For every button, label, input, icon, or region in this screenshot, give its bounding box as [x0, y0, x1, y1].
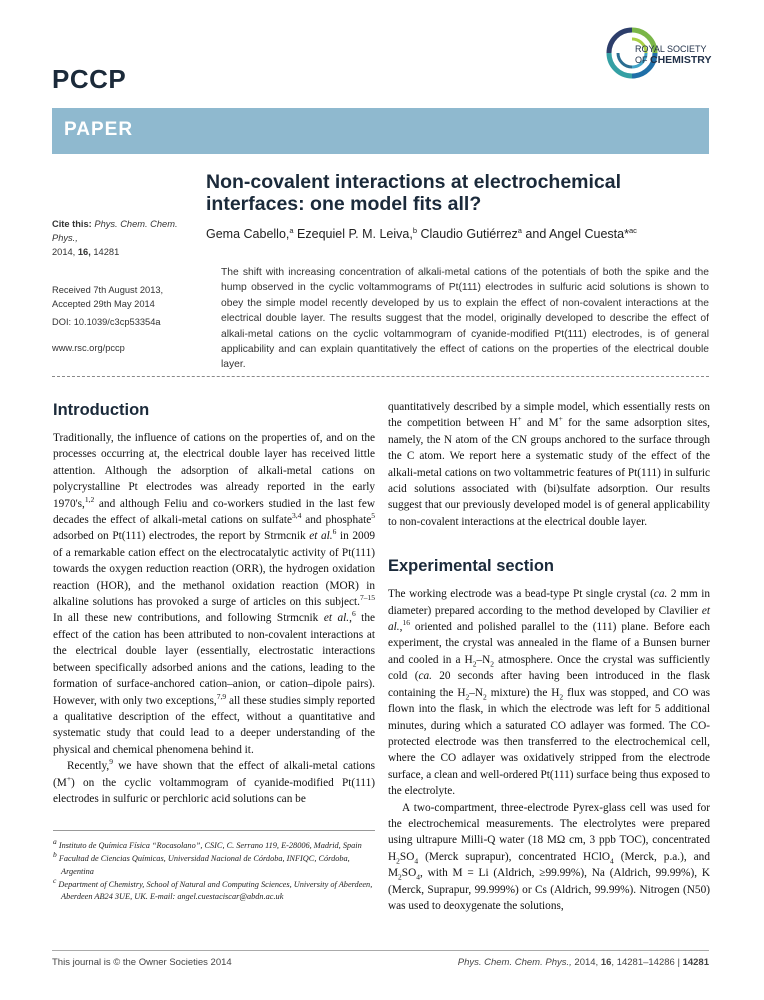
abstract: The shift with increasing concentration of alkali-metal cations of the potentials of both the spike and the hump observed in the cyclic voltammograms of Pt(111) electrodes in sulfuric acid solutions is shown to obey the simple model recently developed by us to explain the effect of non-covalent interactions at the electrical double layer. The results suggest that the model, originally developed to describe the effect of alkali-metal cations on the cyclic voltammogram of cyanide-modified Pt(111) electrodes, is of general applicability and can explain quantitatively the effect of cations on the properties of the electrical double layer. [221, 267, 709, 371]
intro-continuation: quantitatively described by a simple model, which essentially rests on the competition between H+ and M+ for the same adsorption sites, namely, the N atom of the CN groups anchored to the surface through the C atom. We report here a systematic study of the effect of the alkali-metal cations on two voltammetric features of Pt(111) in sulfuric acid solutions associated with (bi)sulfate adsorption. Our results suggest that our previously developed model is of general applicability to non-covalent interactions at the electrical double layer. [388, 401, 710, 528]
header-divider [52, 376, 709, 377]
cite-year: 2014, [52, 247, 76, 257]
experimental-heading: Experimental section [388, 557, 554, 576]
copyright-footer: This journal is © the Owner Societies 2014 [52, 957, 232, 968]
intro-paragraph-1: Traditionally, the influence of cations on the properties of, and on the processes occurring at, the electrical double layer has received little attention. Although the adsorption of alkali-metal cations on polycrystalline Pt electrodes was already reported in the early 1970's,$^{1,2}$ and although Feliu and co-workers studied in the last few decades the effect of alkali-metal cations on sulfate$^{3,4}$ and phosphate$^5$ adsorbed on Pt(111) electrodes, the report by Strmcnik et al.$^6$ in 2009 of a remarkable cation effect on the electrocatalytic activity of Pt(111) towards the oxygen reduction reaction (ORR), the hydrogen oxidation reaction (HOR), and the methanol oxidation reaction (MOR) in alkaline solutions has provoked a surge of articles on this subject.$^{7-15}$ In all these new contributions, and following Strmcnik et al.,$^6$ the effect of the cation has been attributed to non-covalent interactions at the electrical double layer (essentially, electrostatic interactions between specifically adsorbed anions and the cations, leading to the formation of surface-anchored cation–anion, or cation–dipole pairs). However, with only two exceptions,$^{7,9}$ all these studies simply reported a qualitative description of the effect, without a quantitative and systematic study that could lead to a deeper understanding of the physical and chemical phenomena behind it. [53, 432, 376, 756]
accepted-date: Accepted 29th May 2014 [52, 299, 155, 309]
right-column [388, 399, 710, 914]
intro-paragraph-2: Recently,$^9$ we have shown that the effect of alkali-metal cations (M+) on the cyclic voltammogram of cyanide-modified Pt(111) electrodes in sulfuric or perchloric acid solutions can be [53, 757, 375, 805]
doi[interactable]: DOI: 10.1039/c3cp53354a [52, 317, 161, 327]
received-date: Received 7th August 2013, [52, 285, 164, 295]
author: Ezequiel P. M. Leiva, [297, 227, 413, 241]
dates-block [52, 283, 197, 311]
author: Claudio Gutiérrez [420, 227, 518, 241]
footer-divider [52, 950, 709, 951]
footnote: $^a$ Instituto de Química Física “Rocasolano”, CSIC, C. Serrano 119, E-28006, Madrid, Spain [53, 837, 362, 850]
rsc-logo [605, 24, 717, 86]
author-affiliation: a [289, 225, 294, 235]
author-list [206, 227, 706, 241]
author: Gema Cabello, [206, 227, 290, 241]
logo-line-1: ROYAL SOCIETY [635, 44, 707, 54]
left-column [53, 400, 375, 807]
section-label: PAPER [64, 119, 134, 140]
experimental-paragraph-2: A two-compartment, three-electrode Pyrex-glass cell was used for the electrochemical measurements. The electrolytes were prepared using ultrapure Milli-Q water (18 MΩ cm, 3 ppb TOC), concentrated $H_2SO_4$ (Merck suprapur), concentrated HClO$_4$ (Merck, p.a.), and $M_2SO_4$, with M = Li (Aldrich, ≥99.99%), Na (Aldrich, 99.99%), K (Merck, Suprapur, 99.999%) or Cs (Aldrich, 99.99%). Nitrogen (N50) was used to deoxygenate the solutions, [388, 801, 710, 912]
cite-journal: Phys. Chem. Chem. Phys., [52, 219, 178, 243]
rsc-logo-text [635, 44, 711, 66]
logo-line-2-prefix: OF [635, 55, 650, 65]
author-affiliation: a [517, 225, 522, 235]
page-footer: Phys. Chem. Chem. Phys., 2014, 16, 14281–14286 | 14281 [457, 957, 709, 968]
introduction-heading: Introduction [53, 401, 150, 419]
article-title: Non-covalent interactions at electrochemical interfaces: one model fits all? [206, 171, 622, 215]
logo-line-2-bold: CHEMISTRY [650, 54, 712, 66]
cite-pages: 14281 [93, 247, 120, 257]
footnote: $^c$ Department of Chemistry, School of Natural and Computing Sciences, University of Aberdeen, Aberdeen AB24 3UE, UK. E-mail: angel.cuestaciscar@abdn.ac.uk [53, 876, 373, 902]
footnote: $^b$ Facultad de Ciencias Químicas, Universidad Nacional de Córdoba, INFIQC, Córdoba, Argentina [53, 850, 350, 876]
journal-name: PCCP [52, 64, 127, 94]
cite-volume: 16, [77, 247, 91, 257]
page-number: 14281 [682, 957, 709, 968]
citation-block [52, 217, 197, 259]
journal-url[interactable]: www.rsc.org/pccp [52, 343, 125, 353]
affiliations-footnotes [53, 837, 373, 904]
author-affiliation: b [412, 225, 418, 235]
cite-label: Cite this: [52, 219, 92, 229]
experimental-paragraph-1: The working electrode was a bead-type Pt single crystal (ca. 2 mm in diameter) prepared according to the method developed by Clavilier et al.,$^{16}$ oriented and polished parallel to the (111) plane. Before each experiment, the crystal was annealed in the flame of a Bunsen burner and cooled in a $H_2-N_2$ atmosphere. Once the crystal was sufficiently cold (ca. 20 seconds after having been introduced in the flask containing the $H_2-N_2$ mixture) the $H_2$ flux was stopped, and CO was flown into the flask, in which the electrode was left for 5 additional minutes, during which a saturated CO adlayer was formed. The CO-protected electrode was then transferred to the electrochemical cell, where the CO adlayer was oxidatively stripped from the electrode surface, a clean and well-ordered Pt(111) surface being thus exposed to the electrolyte. [388, 588, 710, 798]
paper-banner [52, 108, 709, 154]
author: and Angel Cuesta* [525, 227, 629, 241]
footnote-divider [53, 830, 375, 831]
author-affiliation: ac [628, 225, 637, 235]
